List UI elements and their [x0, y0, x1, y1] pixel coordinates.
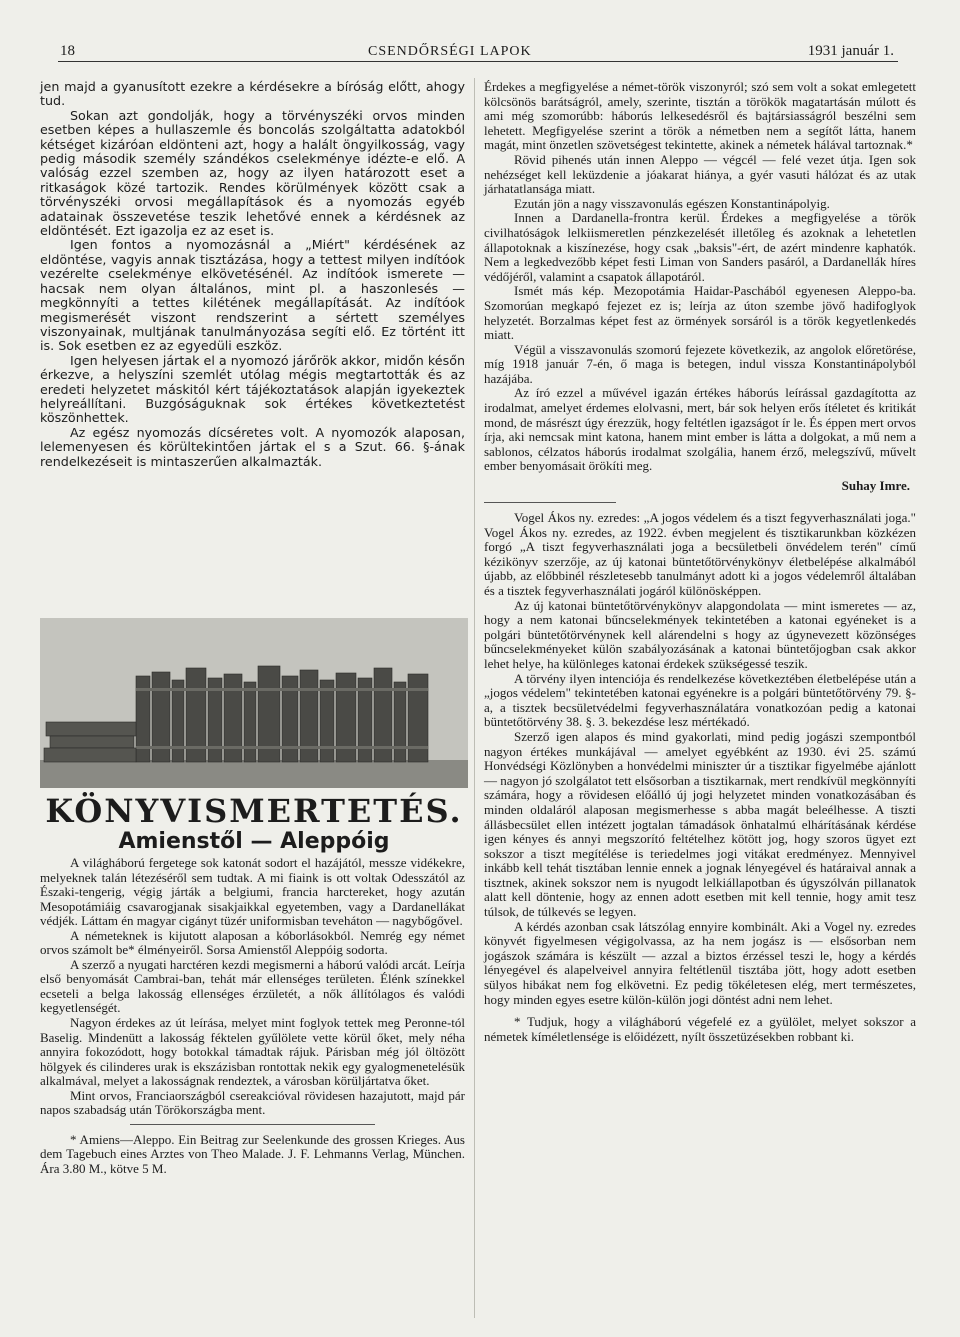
footnote: * Tudjuk, hogy a világháború végefelé ez a gyülölet, melyet sokszor a németek kíméletlensége is előidézett, nyílt összetüzésekben robbant ki.: [484, 1014, 916, 1044]
paragraph: Mint orvos, Franciaországból csereakcióval rövidesen hazajutott, majd pár napos szabadság után Törökországba ment.: [40, 1087, 465, 1118]
paragraph: Érdekes a megfigyelése a német-török viszonyról; szó sem volt a sokat emlegetett kölcsönös barátságról, amely, szerinte, tisztán a törökök magatartásán múlott és ami még szomorúbb: háborús lelkesedésről és bajtársiasságról beszélni sem lehetett. Megfigyelése szerint a török a németben nem a segítőt látta, hanem magát, mint önzetlen szövetségest tekintette, akinek a németek hálával tartoznak.*: [484, 79, 916, 153]
right-column: [484, 80, 916, 1044]
paragraph: A világháború fergetege sok katonát sodort el hazájától, messze vidékekre, melyeknek talán létezéséről sem tudtak. A mi fiaink is ott voltak Odesszától az Északi-tengerig, végig járták a belgiumi, francia harctereket, hogy azután Mesopotámiáig csavarogjanak sisakjaikkal egyetemben, vagy a Dardanellákat védjék. Láttam én magyar cigányt tüzér uniformisban teveháton — nagybőgővel.: [40, 855, 465, 929]
paragraph: A németeknek is kijutott alaposan a kóborlásokból. Nemrég egy német orvos számolt be* élményeiről. Sorsa Amienstől Aleppóig sodorta.: [40, 927, 465, 958]
paragraph: jen majd a gyanusított ezekre a kérdésekre a bíróság előtt, ahogy tud.: [40, 79, 465, 109]
paragraph: Ismét más kép. Mezopotámia Haidar-Paschából egyenesen Aleppo-ba. Szomorúan megkapó fejezet ez is; leírja az úton szembe jövő hadifoglyok helyzetét. Borzalmas képet fest az örmények sorsáról is a török kegyetlenkedés miatt.: [484, 283, 916, 343]
paragraph: Rövid pihenés után innen Aleppo — végcél — felé vezet útja. Igen sok nehézséget kell leküzdenie a jóakarat hiánya, a gyér vasuti hálózat és az utak járhatatlansága miatt.: [484, 151, 916, 197]
section-title: KÖNYVISMERTETÉS.: [45, 792, 463, 830]
page-header: [58, 38, 898, 62]
review-signature: Suhay Imre.: [841, 478, 910, 494]
paragraph: Vogel Ákos ny. ezredes: „A jogos védelem és a tiszt fegyverhasználati joga." Vogel Ákos ny. ezredes, az 1922. évben megjelent és tisztikarunkban közkézen forgó „A tiszt fegyverhasználati joga a becsületbeli önvédelem terén" című kézikönyv szerzője, az új katonai büntetőtörvénykönyv életbelépése alkalmából újabb, az előbbinél részletesebb tanulmányt adott ki a jogos védelemről általában és a tisztek fegyverhasználati jogáról különösképpen.: [484, 510, 916, 598]
footnote-rule: [130, 1124, 375, 1125]
header-rule: [58, 61, 898, 62]
section-heading: [40, 793, 468, 855]
paragraph: A szerző a nyugati harctéren kezdi megismerni a háború valódi arcát. Leírja első benyomását Cambrai-ban, tehát már ellenséges területen. Élénk színekkel ecseteli a belga lakosság ellenséges érzületét, a nők állítólagos és valódi kegyetlenségét.: [40, 956, 465, 1016]
paragraph: Az új katonai büntetőtörvénykönyv alapgondolata — mint ismeretes — az, hogy a nem katonai bűncselekmények tekintetében a katonai egyéneket is a polgári büntetőtörvénynek kell alárendelni s hogy az úgynevezett közönséges bűncselekményeket külön szabályozásának a katonai büntetőjogban csak akkor lehet helye, ha különleges katonai érdekek szükségessé teszik.: [484, 597, 916, 671]
issue-date: 1931 január 1.: [807, 43, 894, 59]
paragraph: Sokan azt gondolják, hogy a törvényszéki orvos minden esetben képes a hullaszemle és boncolás szolgáltatta adatokból kétséget kizáróan eldönteni azt, hogy a halált öngyilkosság, vagy pedig második személy szándékos cselekménye idézte-e elő. A valóság ezzel szemben az, hogy az ilyen határozott eset a ritkaságok közé tartozik. Rendes körülmények között csak a törvényszéki orvosi megállapítások és a nyomozás egyéb adatainak összevetése teszik lehetővé ennek a kérdésnek az eldöntését. Ezt igazolja ez az eset is.: [40, 107, 465, 239]
paragraph: Ezután jön a nagy visszavonulás egészen Konstantinápolyig.: [514, 195, 830, 211]
paragraph: A törvény ilyen intenciója és rendelkezése következtében életbelépése után a „jogos védelem" tekintetében katonai egyénekre is a polgári büntetőtörvény 79. §-a, a tisztek becsületvédelmi fegyverhasználatára vonatkozóan pedig a katonai büntetőtörvény 38. §. 3. bekezdése lesz mértékadó.: [484, 670, 916, 730]
paragraph: Igen fontos a nyomozásnál a „Miért" kérdésének az eldöntése, vagyis annak tisztázása, hogy a tettest milyen indítóok vezérelte cselekménye elkövetésénél. Az indítóok ismerete — hacsak nem olyan általános, mint pl. a haszonlesés — megkönnyíti a tettes kilétének megállapítását. Az indítóok megismerését viszont rendszerint a sértett személyes viszonyainak, multjának tanulmányozása segíti elő. Ez történt itt is. Sok esetben ez az egyedüli eszköz.: [40, 237, 465, 354]
section-rule: [484, 502, 616, 503]
column-divider: [474, 78, 475, 1318]
book-review-left: [40, 856, 465, 1177]
left-column-article-end: [40, 80, 465, 469]
paragraph: Végül a visszavonulás szomorú fejezete következik, az angolok előretörése, míg 1918 január 7-én, ő maga is betegen, indul vissza Konstantinápolyból hazájába.: [484, 341, 916, 386]
paragraph: Az egész nyomozás dícséretes volt. A nyomozók alaposan, lelemenyesen és körültekintően jártak el s a Szut. 66. §-ának rendelkezéseit is mintaszerűen alkalmazták.: [40, 424, 465, 469]
paragraph: Nagyon érdekes az út leírása, melyet mint foglyok tettek meg Peronne-tól Baselig. Mindenütt a lakosság féktelen gyűlölete vette körül őket, mely néha annyira fokozódott, hogy botokkal támadtak rájuk. Párisban még jól öltözött hölgyek és cilinderes urak is ekszázisban rontottak nekik egy gyalogmenetelésük alkalmával, melyet a lakosságnak rendeztek, a városban körüljártatva őket.: [40, 1015, 465, 1089]
paragraph: A kérdés azonban csak látszólag ennyire kombinált. Aki a Vogel ny. ezredes könyvét figyelmesen végigolvassa, az ha nem jogász is — elsősorban nem jogászok számára is készült — azzal a biztos érzéssel teszi le, hogy a kérdés lényegével és alapelveivel annyira feltétlenül tisztába jött, hogy adott esetben sülyos hibákat nem fog elkövetni. Ez pedig tökéletesen elég, mert természetes, hogy minden egyes esetre külön-külön jogi döntést adni nem lehet.: [484, 918, 916, 1007]
footnote: * Amiens—Aleppo. Ein Beitrag zur Seelenkunde des grossen Krieges. Aus dem Tagebuch eines Arztes von Theo Malade. J. F. Lehmanns Verlag, München. Ára 3.80 M., kötve 5 M.: [40, 1131, 465, 1177]
masthead: CSENDŐRSÉGI LAPOK: [368, 44, 532, 59]
paragraph: Igen helyesen jártak el a nyomozó járőrök akkor, midőn későn érkezve, a helyszíni szemlét utólag mégis megtartották és az eredeti helyzetet máskitól kért tájékoztatások alapján igyekeztek helyreállítani. Buzgóságuknak sok értékes következtetést köszönhettek.: [40, 352, 465, 426]
paragraph: Szerző igen alapos és mind gyakorlati, mind pedig jogászi szempontból nagyon értékes munkájával — amelyet egyébként az 1930. évi 25. számú Honvédségi Közlönyben a honvédelmi miniszter úr a tisztikar figyelmébe ajánlott — nagyon jó szolgálatot tett elsősorban a tisztikarnak, mert rendkívül megkönnyíti számára, hogy a rövidesen előálló új jogi helyzetet minden vonatkozásában és minden oldaláról alaposan megismerhesse s abba magát beleélhesse. A tiszti állásbecsület ellen intézett jogtalan támadások önhatalmú elhárításának kérdése igen kényes és annyi megszorító feltételhez kötött jog, hogy szoros ügyet ezt sokszor a tiszt megítélése is teriedelmes jogi vitákat eredményez. Mennyivel inkább kell tehát tisztában lennie ennek a jognak lényegével és határaival annak a tisztnek, akinek sokszor nem is nyugodt lelkiállapotban és úgyszólván pillanatok alatt kell döntenie, hogy az ennen adott esetben mit kell tennie, hogy amit tesz túlsok, de túlkevés se legyen.: [484, 728, 916, 920]
paragraph: Az író ezzel a művével igazán értékes háborús leírással gazdagította az irodalmat, amelyet érdemes elolvasni, mert, bár sok helyen erős ítéletet és kritikát mond, de másrészt úgy érezzük, hogy feltétlen igazságot ír le. És éppen mert orvos írja, aki nemcsak mint katona, hanem mint ember is látta a dolgokat, a mű nem a sablonos, célzatos háborús irodalmat szolgália, hanem érző, melegszívű, művelt ember benyomásait örökíti meg.: [484, 385, 916, 474]
paragraph: Innen a Dardanella-frontra kerül. Érdekes a megfigyelése a török civilhatóságok lelkiismeretlen pénzkezelését illetőleg és azoknak a lehetetlen állapotoknak a kiszínezése, hogy csak „baksis"-ért, de azért mindenre kaphatók. Nem a legkedvezőbb képet festi Liman von Sanders pasáról, a Dardanellák híres védőjéről, valamint a csapatok állapotáról.: [484, 210, 916, 284]
page-number: 18: [60, 43, 75, 59]
review-title: Amienstől — Aleppóig: [118, 829, 390, 854]
books-illustration: [40, 618, 468, 788]
